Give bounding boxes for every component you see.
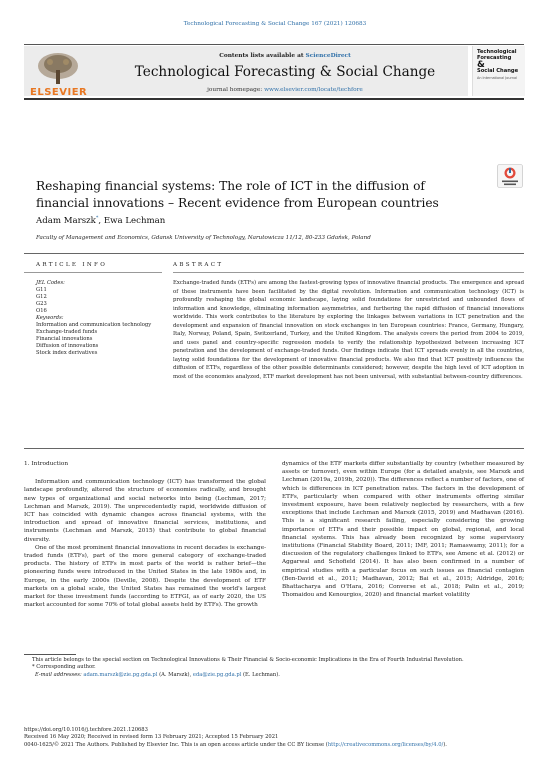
- section-rule-2: [24, 448, 524, 449]
- corresponding-text: Corresponding author.: [34, 664, 96, 671]
- article-info-rule: [24, 272, 162, 273]
- cover-subtitle: An International Journal: [477, 76, 517, 80]
- abstract-heading: ABSTRACT: [173, 262, 224, 268]
- author-affiliation: Faculty of Management and Economics, Gdansk University of Technology, Narutowicza 11/12, 80-233 Gdańsk, Poland: [36, 235, 371, 241]
- author-lechman: Ewa Lechman: [103, 215, 166, 226]
- cover-title-2: Forecasting: [477, 55, 512, 61]
- header-rule-top: [24, 44, 524, 45]
- corresponding-mark: *: [32, 664, 35, 671]
- body-paragraph: One of the most prominent financial innovations in recent decades is exchange-traded funds (ETFs), part of the more general category of exchange-traded products. The history of ETFs in most parts of the world is rather brief—the pioneering funds were introduced in the United States in the late 1980s and, in Europe, in the early 2000s (Deville, 2008). Despite the development of ETF markets on a global scale, the United States has remained the world's largest market for these investment funds (according to ETFGI, as of early 2020, the US market accounted for some 70% of total global assets held by ETFs). The growth: [24, 544, 266, 609]
- footnotes: [24, 657, 524, 679]
- elsevier-tree-logo: [28, 50, 110, 90]
- author-marszk: Adam Marszk: [36, 215, 96, 226]
- author-list: [36, 215, 165, 226]
- keyword: Financial innovations: [36, 336, 93, 342]
- article-metadata: [24, 727, 524, 749]
- jel-code: O16: [36, 308, 47, 314]
- elsevier-wordmark: ELSEVIER: [30, 87, 88, 98]
- jel-code: G23: [36, 301, 47, 307]
- license-link[interactable]: http://creativecommons.org/licenses/by/4.0/: [327, 741, 444, 748]
- cover-ampersand: &: [477, 60, 485, 70]
- homepage-prefix: journal homepage:: [207, 87, 265, 93]
- abstract-text: Exchange-traded funds (ETFs) are among the fastest-growing types of innovative financial products. The emergence and spread of these instruments have been facilitated by the digital revolution. Information and communication technology (ICT) is profoundly reshaping the global economic landscape, laying solid foundations for unrestricted and unbounded flows of information and knowledge, eliminating information asymmetries, and furthering the rapid diffusion of financial innovations worldwide. This work contributes to the literature by exploring the linkages between variations in ICT penetration and the development and expansion of financial innovation on stock exchanges in ten European countries: France, Germany, Hungary, Italy, Norway, Poland, Spain, Switzerland, Turkey, and the United Kingdom. The analysis covers the period from 2004 to 2019, and uses panel and country-specific regression models to verify the relationship hypothesized between increasing ICT penetration and the development of exchange-traded funds. Our findings indicate that ICT spreads evenly in all the countries, laying solid foundations for the development of innovative financial products. We also find that ICT positively influences the diffusion of ETFs, regardless of the other possible determinants considered; however, despite the high level of ICT adoption in most of the economies analyzed, ETF market development has not been universal, with substantial between-country differences.: [173, 280, 524, 380]
- journal-cover-thumbnail: [472, 46, 525, 96]
- license-line: [24, 742, 524, 749]
- license-suffix: ).: [443, 741, 447, 748]
- jel-code: G12: [36, 294, 47, 300]
- contents-prefix: Contents lists available at: [219, 53, 306, 59]
- email-name-marszk: (A. Marszk),: [157, 671, 193, 678]
- email-label: E-mail addresses:: [35, 671, 84, 678]
- email-link-marszk[interactable]: adam.marszk@zie.pg.gda.pl: [83, 671, 158, 678]
- section-rule: [24, 253, 524, 254]
- author-separator: ,: [98, 215, 104, 226]
- contents-line: [110, 53, 460, 59]
- keyword: Information and communication technology: [36, 322, 152, 328]
- received-dates: Received 16 May 2020; Received in revised form 13 February 2021; Accepted 15 February 2021: [24, 734, 279, 741]
- cover-title-1: Technological: [477, 49, 517, 55]
- sciencedirect-link[interactable]: ScienceDirect: [305, 53, 351, 59]
- journal-reference[interactable]: Technological Forecasting & Social Change 167 (2021) 120683: [183, 21, 367, 27]
- cover-title-3: Social Change: [477, 68, 519, 74]
- body-column-right: [282, 460, 524, 599]
- special-issue-note: This article belongs to the special section on Technological Innovations & Their Financial & Socio-economic Implications in the Era of Fourth Industrial Revolution.: [32, 657, 464, 663]
- check-for-updates-icon[interactable]: [497, 164, 523, 188]
- license-prefix: 0040-1625/© 2021 The Authors. Published by Elsevier Inc. This is an open access article under the CC BY license (: [24, 741, 328, 748]
- jel-code: G11: [36, 287, 47, 293]
- journal-homepage: [110, 87, 460, 93]
- article-info-panel: [36, 280, 161, 357]
- body-paragraph: Information and communication technology (ICT) has transformed the global landscape profoundly, altered the structure of economies radically, and brought new types of organizational and social networks into being (Lechman, 2017; Lechman and Marszk, 2019). The unprecedentedly rapid, worldwide diffusion of ICT has coincided with dynamic changes across financial systems, with the introduction and spread of innovative financial services, institutions, and instruments (Lechman and Marszk, 2015) that contribute to global financial diversity.: [24, 479, 266, 543]
- corresponding-author-marker[interactable]: *: [95, 215, 99, 221]
- keyword: Diffusion of innovations: [36, 343, 99, 349]
- keywords-heading: Keywords:: [36, 315, 64, 321]
- keyword: Exchange-traded funds: [36, 329, 98, 335]
- doi-link[interactable]: https://doi.org/10.1016/j.techfore.2021.120683: [24, 727, 148, 733]
- article-info-heading: ARTICLE INFO: [36, 262, 108, 268]
- email-link-lechman[interactable]: eda@zie.pg.gda.pl: [192, 671, 242, 678]
- article-title: Reshaping financial systems: The role of ICT in the diffusion of financial innovations – Recent evidence from European countries: [36, 179, 439, 210]
- body-paragraph: dynamics of the ETF markets differ substantially by country (whether measured by assets or turnover), even within Europe (for a detailed analysis, see Marszk and Lechman (2019a, 2019b, 2020)). The differences reflect a number of factors, one of which is differences in ICT penetration rates. The factors in the development of ETFs, particularly when compared with other instruments offering similar investment exposure, have been relatively neglected by researchers, with a few exceptions that include Lechman and Marszk (2015, 2019) and Madhavan (2016). This is a significant research failing, especially considering the growing importance of ETFs and their possible impact on global, regional, and local financial systems. This has already been recognized by some supervisory institutions (Financial Stability Board, 2011; IMF, 2011; Ramaswamy, 2011); for a discussion of the regulatory challenges linked to ETFs, see Amenc et al. (2012) or Aggarwal and Schofield (2014). It has also been confirmed in a number of empirical studies with a particular focus on such issues as financial contagion (Ben-David et al., 2011; Madhavan, 2012; Bai et al., 2015; Aldridge, 2016; Bhattacharya and O'Hara, 2016; Converse et al., 2018; Palin et al., 2019; Thomaidou and Kenourgios, 2020) and financial market volatility: [282, 461, 524, 599]
- section-heading-introduction: 1. Introduction: [24, 461, 69, 467]
- abstract-rule: [173, 272, 524, 273]
- jel-codes-heading: JEL Codes:: [36, 280, 65, 286]
- homepage-link[interactable]: www.elsevier.com/locate/techfore: [264, 87, 363, 93]
- journal-title: Technological Forecasting & Social Change: [134, 64, 436, 80]
- email-name-lechman: (E. Lechman).: [241, 671, 280, 678]
- header-rule-bottom: [24, 98, 524, 100]
- corresponding-author-note: [24, 664, 524, 671]
- email-line: [24, 672, 524, 679]
- keyword: Stock index derivatives: [36, 350, 98, 356]
- footnote-rule: [24, 654, 76, 655]
- body-column-left: [24, 460, 266, 609]
